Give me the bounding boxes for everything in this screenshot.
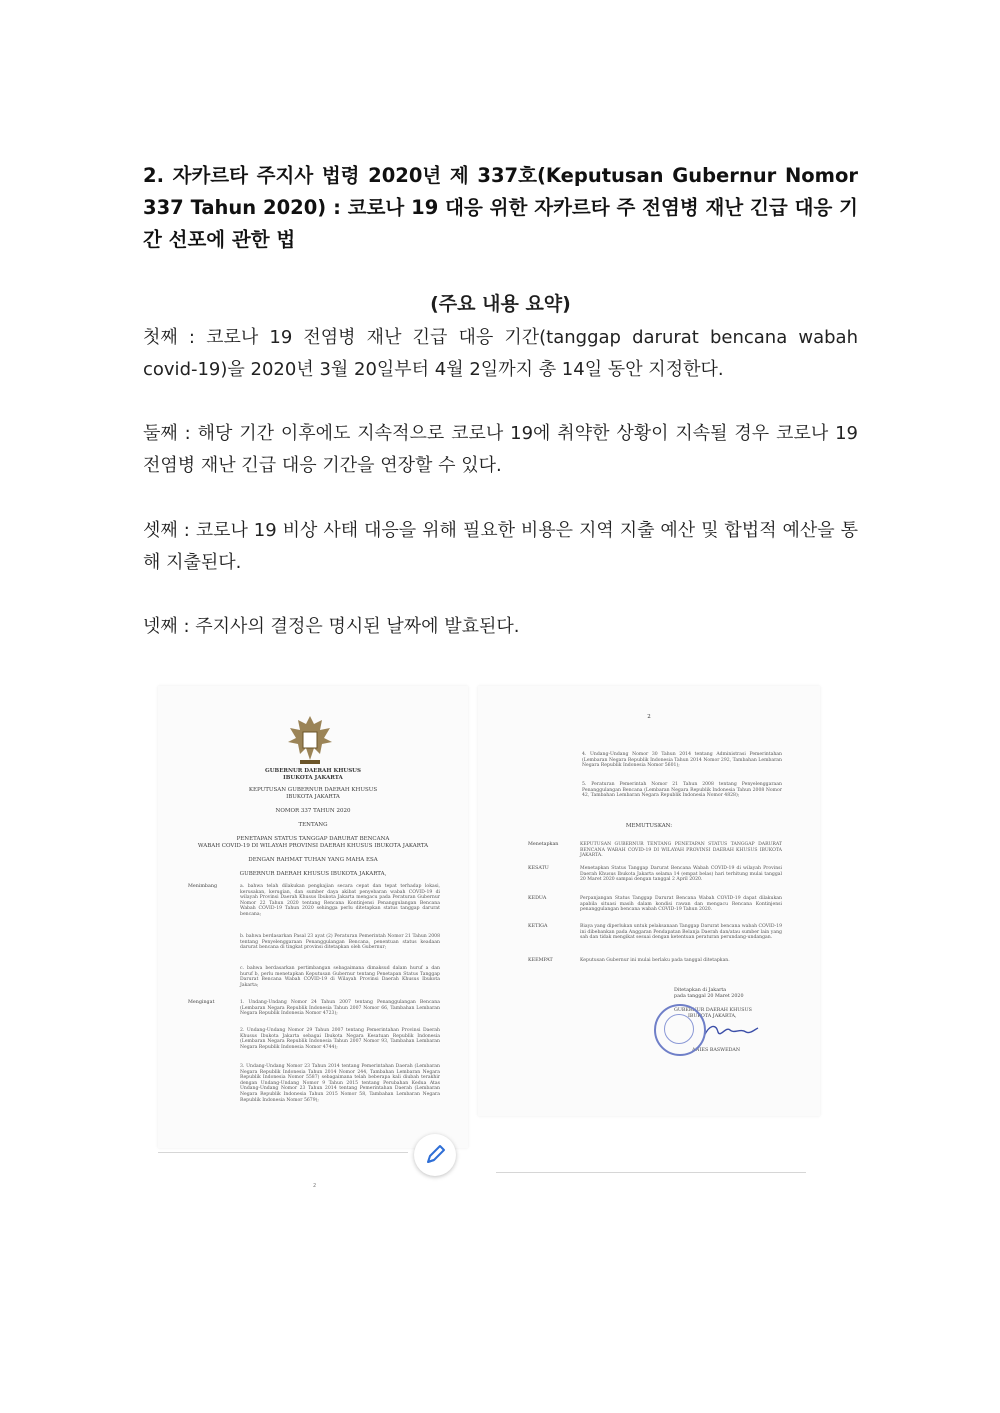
letterhead-line-2: IBUKOTA JAKARTA (283, 775, 343, 781)
scanned-decree-page-1 (158, 686, 468, 1148)
decree-governor: GUBERNUR DAERAH KHUSUS IBUKOTA JAKARTA, (239, 871, 387, 877)
page-bottom-line-right (496, 1172, 806, 1173)
label-menetapkan: Menetapkan (528, 842, 559, 847)
decree-subject-line-1: PENETAPAN STATUS TANGGAP DARURAT BENCANA (236, 836, 390, 842)
menimbang-b: b. bahwa berdasarkan Pasal 23 ayat (2) Peraturan Pemerintah Nomor 21 Tahun 2008 tentang Penyelenggaraan Penanggulangan Bencana, penentuan status keadaan darurat bencana di tingkat provinsi ditetapkan oleh Gubernur; (240, 934, 440, 951)
page-bottom-line-left (158, 1152, 408, 1153)
label-mengingat: Mengingat (188, 1000, 215, 1005)
letterhead-line-1: GUBERNUR DAERAH KHUSUS (265, 768, 361, 774)
decree-title-line-2: IBUKOTA JAKARTA (286, 794, 340, 800)
decree-tentang: TENTANG (298, 822, 328, 828)
pencil-icon (414, 1134, 456, 1176)
label-ketiga: KETIGA (528, 924, 548, 929)
label-keempat: KEEMPAT (528, 958, 553, 963)
page-2-number: 2 (647, 714, 651, 720)
signing-date: pada tanggal 20 Maret 2020 (674, 994, 744, 999)
signer-name: ANIES BASWEDAN (692, 1048, 741, 1053)
menimbang-a: a. bahwa telah dilakukan pengkajian secara cepat dan tepat terhadap lokasi, kerusakan, kerugian, dan sumber daya akibat penyebaran wabah COVID-19 di wilayah Provinsi Daerah Khusus Ibukota Jakarta mengacu pada Peraturan Gubernur Nomor 22 Tahun 2020 tentang Rencana Kontinjensi Penanggulangan Bencana Wabah COVID-19 Tahun 2020 sehingga perlu ditetapkan status tanggap darurat bencana; (240, 884, 440, 917)
keempat-text: Keputusan Gubernur ini mulai berlaku pada tanggal ditetapkan. (580, 958, 730, 963)
mengingat-2: 2. Undang-Undang Nomor 29 Tahun 2007 tentang Pemerintahan Provinsi Daerah Khusus Ibukota Jakarta sebagai Ibukota Negara Kesatuan Republik Indonesia (Lembaran Negara Republik Indonesia Tahun 2007 Nomor 93, Tambahan Lembaran Negara Republik Indonesia Nomor 4744); (240, 1028, 440, 1050)
section-heading: 2. 자카르타 주지사 법령 2020년 제 337호(Keputusan Gubernur Nomor 337 Tahun 2020) : 코로나 19 대응 위한 자카르타 주 전염병 재난 긴급 대응 기간 선포에 관한 법 (143, 164, 858, 251)
kesatu-text: Menetapkan Status Tanggap Darurat Bencana Wabah COVID-19 di wilayah Provinsi Daerah Khusus Ibukota Jakarta selama 14 (empat belas) hari terhitung mulai tanggal 20 Maret 2020 sampai dengan tanggal 2 April 2020. (580, 866, 782, 883)
summary-title: (주요 내용 요약) (430, 293, 571, 315)
label-kedua: KEDUA (528, 896, 547, 901)
summary-paragraph-third: 셋째 : 코로나 19 비상 사태 대응을 위해 필요한 비용은 지역 지출 예산 및 합법적 예산을 통해 지출된다. (143, 520, 858, 573)
signing-place: Ditetapkan di Jakarta (674, 988, 727, 993)
decree-blessing: DENGAN RAHMAT TUHAN YANG MAHA ESA (248, 857, 378, 863)
menetapkan-text: KEPUTUSAN GUBERNUR TENTANG PENETAPAN STATUS TANGGAP DARURAT BENCANA WABAH COVID-19 DI WILAYAH PROVINSI DAERAH KHUSUS IBUKOTA JAKARTA. (580, 842, 782, 859)
summary-paragraph-first: 첫째 : 코로나 19 전염병 재난 긴급 대응 기간(tanggap darurat bencana wabah covid-19)을 2020년 3월 20일부터 4월 2일까지 총 14일 동안 지정한다. (143, 327, 858, 380)
decree-number: NOMOR 337 TAHUN 2020 (275, 808, 351, 814)
mengingat-3: 3. Undang-Undang Nomor 23 Tahun 2014 tentang Pemerintahan Daerah (Lembaran Negara Republik Indonesia Tahun 2014 Nomor 244, Tambahan Lembaran Negara Republik Indonesia Nomor 5587) sebagaimana telah beberapa kali diubah terakhir dengan Undang-Undang Nomor 9 Tahun 2015 tentang Perubahan Kedua Atas Undang-Undang Nomor 23 Tahun 2014 tentang Pemerintahan Daerah (Lembaran Negara Republik Indonesia Tahun 2015 Nomor 58, Tambahan Lembaran Negara Republik Indonesia Nomor 5679); (240, 1064, 440, 1103)
signer-title-1: GUBERNUR DAERAH KHUSUS (674, 1008, 752, 1013)
official-stamp-icon (654, 1004, 706, 1056)
summary-paragraph-fourth: 넷째 : 주지사의 결정은 명시된 날짜에 발효된다. (143, 616, 520, 637)
edit-pencil-button[interactable] (414, 1134, 456, 1176)
label-kesatu: KESATU (528, 866, 549, 871)
decree-subject-line-2: WABAH COVID-19 DI WILAYAH PROVINSI DAERAH KHUSUS IBUKOTA JAKARTA (197, 843, 429, 849)
signature-icon (700, 1020, 760, 1042)
mengingat-4: 4. Undang-Undang Nomor 30 Tahun 2014 tentang Administrasi Pemerintahan (Lembaran Negara Republik Indonesia Tahun 2014 Nomor 292, Tambahan Lembaran Negara Republik Indonesia Nomor 5601); (582, 752, 782, 769)
ketiga-text: Biaya yang diperlukan untuk pelaksanaan Tanggap Darurat bencana wabah COVID-19 ini dibebankan pada Anggaran Pendapatan Belanja Daerah dan/atau sumber lain yang sah dan tidak mengikat sesuai dengan ketentuan peraturan perundang-undangan. (580, 924, 782, 941)
menimbang-c: c. bahwa berdasarkan pertimbangan sebagaimana dimaksud dalam huruf a dan huruf b, perlu menetapkan Keputusan Gubernur tentang Penetapan Status Tanggap Darurat Bencana Wabah COVID-19 di Wilayah Provinsi Daerah Khusus Ibukota Jakarta; (240, 966, 440, 988)
scanned-decree-page-2 (478, 686, 820, 1116)
summary-paragraph-second: 둘째 : 해당 기간 이후에도 지속적으로 코로나 19에 취약한 상황이 지속될 경우 코로나 19 전염병 재난 긴급 대응 기간을 연장할 수 있다. (143, 423, 858, 476)
left-page-number: 2 (313, 1183, 317, 1189)
decree-title-line-1: KEPUTUSAN GUBERNUR DAERAH KHUSUS (248, 787, 378, 793)
signer-title-2: IBUKOTA JAKARTA, (688, 1014, 737, 1019)
mengingat-5: 5. Peraturan Pemerintah Nomor 21 Tahun 2008 tentang Penyelenggaraan Penanggulangan Bencana (Lembaran Negara Republik Indonesia Tahun 2008 Nomor 42, Tambahan Lembaran Negara Republik Indonesia Nomor 4828); (582, 782, 782, 799)
memutuskan: MEMUTUSKAN: (625, 823, 673, 829)
mengingat-1: 1. Undang-Undang Nomor 24 Tahun 2007 tentang Penanggulangan Bencana (Lembaran Negara Republik Indonesia Tahun 2007 Nomor 66, Tambahan Lembaran Negara Republik Indonesia Nomor 4723); (240, 1000, 440, 1017)
label-menimbang: Menimbang (188, 884, 218, 889)
kedua-text: Perpanjangan Status Tanggap Darurat Bencana Wabah COVID-19 dapat dilakukan apabila situasi masih dalam kondisi rawan dan mengacu Rencana Kontinjensi penanggulangan bencana wabah COVID-19 Tahun 2020. (580, 896, 782, 913)
garuda-emblem-icon (284, 712, 336, 768)
